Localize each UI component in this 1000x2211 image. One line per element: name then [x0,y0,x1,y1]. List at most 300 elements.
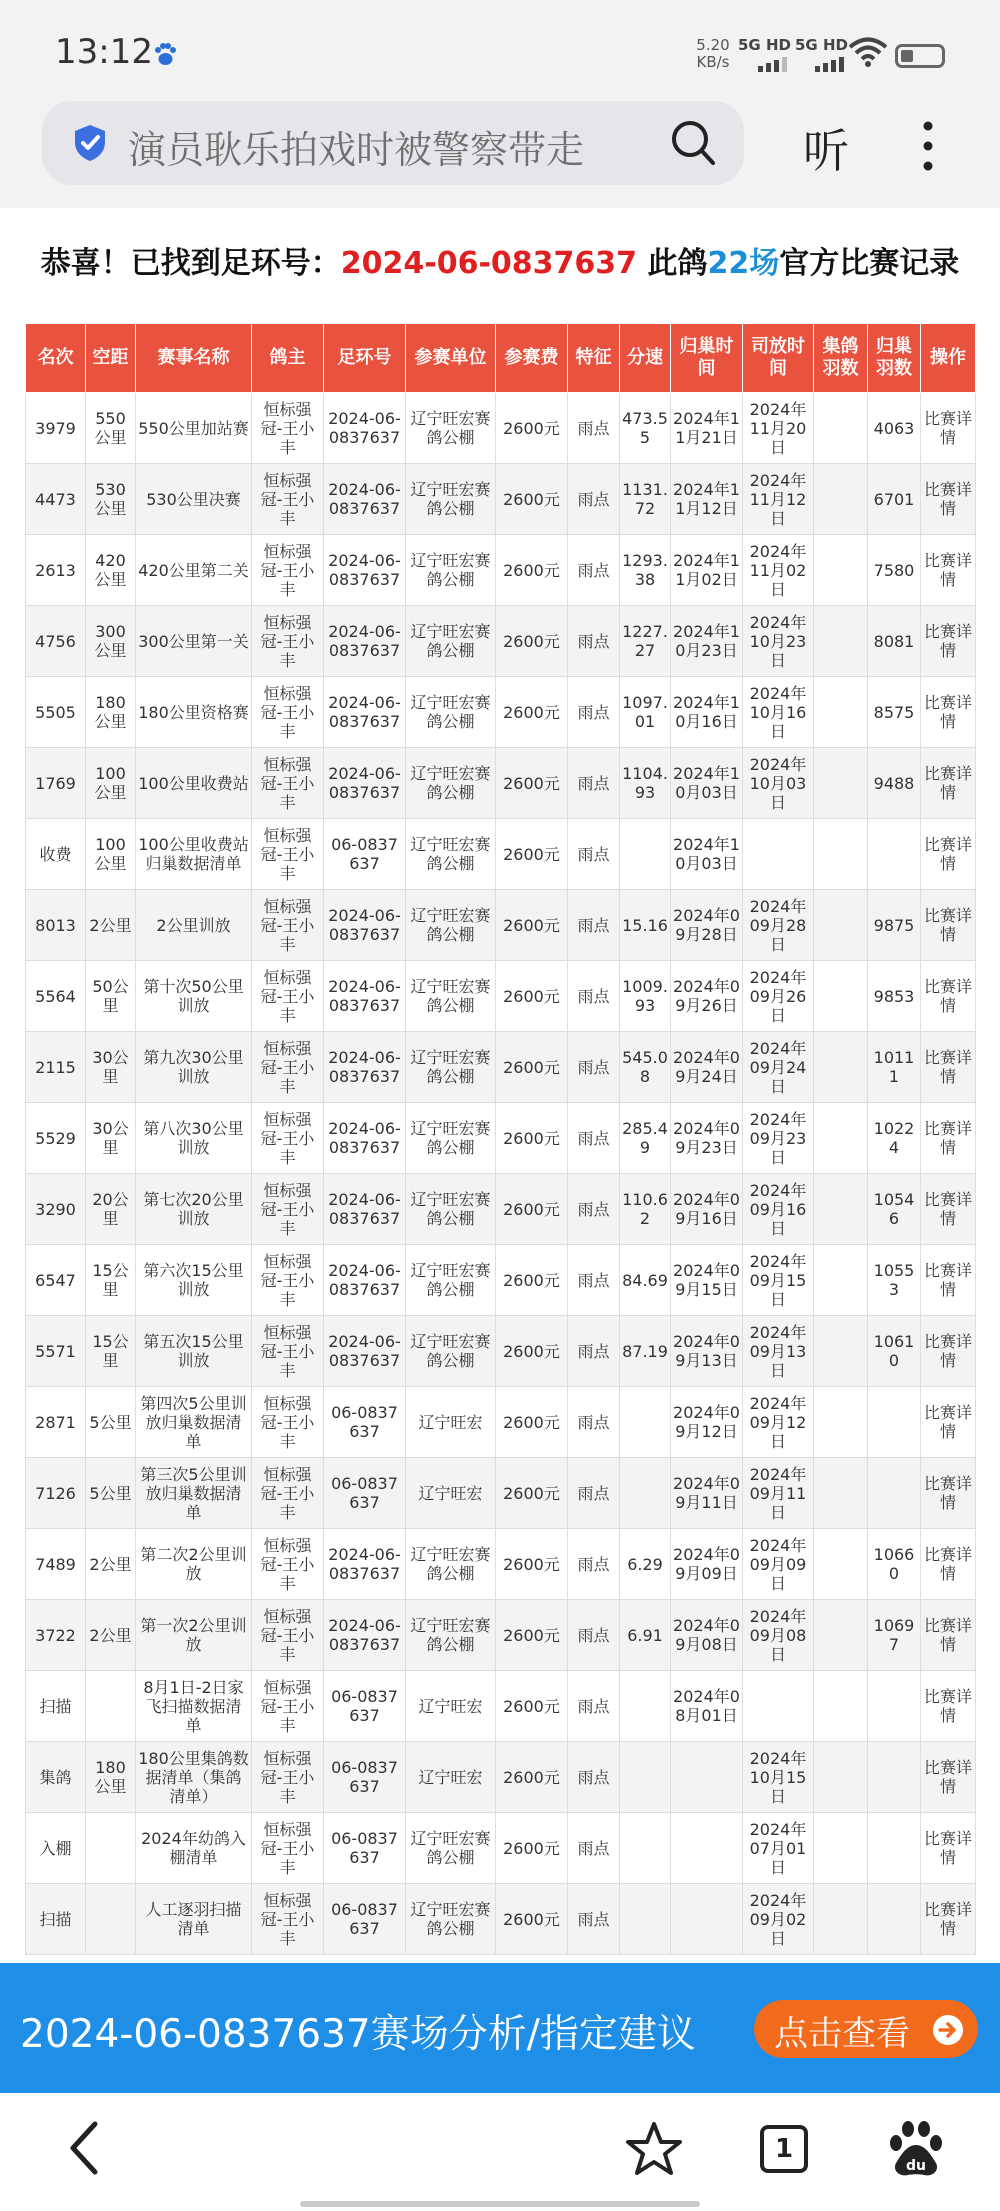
table-cell: 雨点 [568,961,620,1032]
table-cell: 扫描 [26,1671,86,1742]
table-cell: 辽宁旺宏赛鸽公棚 [406,1529,496,1600]
table-cell: 06-0837637 [324,1387,406,1458]
table-cell: 2024年09月24日 [671,1032,743,1103]
table-cell: 5564 [26,961,86,1032]
table-cell [814,961,868,1032]
ring-number: 2024-06-0837637 [340,246,638,281]
table-cell: 2024-06-0837637 [324,677,406,748]
table-cell: 2600元 [496,1387,568,1458]
headline-middle: 此鸽 [637,246,708,281]
network-speed-unit: KB/s [696,53,730,71]
table-cell: 3290 [26,1174,86,1245]
table-cell: 恒标强冠-王小丰 [252,1884,324,1955]
table-cell [868,1742,921,1813]
race-details-link[interactable]: 比赛详情 [921,748,976,819]
table-cell: 2600元 [496,1032,568,1103]
headline-prefix: 恭喜！已找到足环号： [40,246,341,281]
table-cell [814,535,868,606]
table-cell: 2024年11月12日 [743,464,814,535]
table-cell [814,819,868,890]
table-cell: 第一次2公里训放 [136,1600,252,1671]
table-cell [814,748,868,819]
table-cell [743,819,814,890]
table-cell: 收费 [26,819,86,890]
table-cell: 10224 [868,1103,921,1174]
table-cell: 6.29 [620,1529,671,1600]
table-cell: 2600元 [496,1103,568,1174]
table-row [26,1529,976,1600]
table-cell: 545.08 [620,1032,671,1103]
table-cell: 2公里 [86,1600,136,1671]
table-cell: 2024年10月23日 [743,606,814,677]
table-cell [620,1458,671,1529]
table-cell: 06-0837637 [324,1458,406,1529]
table-cell: 第七次20公里训放 [136,1174,252,1245]
table-cell [671,1742,743,1813]
table-cell: 2024年09月11日 [671,1458,743,1529]
table-cell: 2024-06-0837637 [324,464,406,535]
column-header: 鸽主 [252,324,324,393]
table-cell: 180公里集鸽数据清单（集鸽清单） [136,1742,252,1813]
table-cell: 473.55 [620,393,671,464]
back-arrow-icon[interactable] [65,2120,105,2176]
table-cell: 第三次5公里训放归巢数据清单 [136,1458,252,1529]
table-cell [868,819,921,890]
table-cell [868,1671,921,1742]
table-cell: 2024-06-0837637 [324,535,406,606]
table-cell: 4063 [868,393,921,464]
table-cell: 2024年09月08日 [743,1600,814,1671]
table-cell: 06-0837637 [324,1671,406,1742]
table-cell: 辽宁旺宏赛鸽公棚 [406,748,496,819]
table-cell: 8575 [868,677,921,748]
table-row [26,606,976,677]
table-cell: 420公里 [86,535,136,606]
table-cell: 180公里 [86,1742,136,1813]
table-cell: 辽宁旺宏赛鸽公棚 [406,819,496,890]
search-bar[interactable] [42,101,744,185]
table-cell: 4756 [26,606,86,677]
column-header: 赛事名称 [136,324,252,393]
table-cell: 15.16 [620,890,671,961]
table-cell: 7126 [26,1458,86,1529]
table-cell: 2024-06-0837637 [324,1032,406,1103]
table-cell: 2600元 [496,677,568,748]
table-cell [814,1813,868,1884]
table-cell: 100公里收费站 [136,748,252,819]
table-cell [620,1742,671,1813]
table-cell: 10546 [868,1174,921,1245]
sim2-label: 5G HD [795,36,848,54]
table-cell: 辽宁旺宏 [406,1742,496,1813]
table-cell: 10660 [868,1529,921,1600]
table-cell: 2024年07月01日 [743,1813,814,1884]
table-cell [814,1174,868,1245]
table-cell: 2600元 [496,748,568,819]
table-row [26,464,976,535]
star-icon[interactable] [625,2121,683,2177]
table-cell: 2024年10月03日 [671,748,743,819]
table-cell: 5529 [26,1103,86,1174]
table-cell [814,1529,868,1600]
table-cell: 2024年10月03日 [743,748,814,819]
table-cell: 恒标强冠-王小丰 [252,1458,324,1529]
table-cell: 恒标强冠-王小丰 [252,890,324,961]
svg-text:du: du [906,2158,926,2174]
table-cell: 9853 [868,961,921,1032]
shield-check-icon [72,123,108,163]
table-cell: 辽宁旺宏 [406,1387,496,1458]
table-cell: 2600元 [496,1884,568,1955]
table-cell: 辽宁旺宏赛鸽公棚 [406,464,496,535]
table-cell: 雨点 [568,1813,620,1884]
race-details-link[interactable]: 比赛详情 [921,1103,976,1174]
table-cell [671,1884,743,1955]
table-row [26,1742,976,1813]
network-speed-value: 5.20 [696,36,730,54]
table-cell [743,1671,814,1742]
table-cell: 2024年09月23日 [671,1103,743,1174]
race-details-link[interactable]: 比赛详情 [921,1032,976,1103]
table-cell: 1009.93 [620,961,671,1032]
table-cell: 180公里 [86,677,136,748]
column-header: 参赛费 [496,324,568,393]
table-cell: 2024年11月02日 [671,535,743,606]
race-details-link[interactable]: 比赛详情 [921,1174,976,1245]
table-cell: 2600元 [496,1600,568,1671]
table-cell: 辽宁旺宏赛鸽公棚 [406,1316,496,1387]
table-cell: 2600元 [496,1316,568,1387]
table-cell: 87.19 [620,1316,671,1387]
table-cell: 入棚 [26,1813,86,1884]
table-cell: 100公里 [86,748,136,819]
table-row [26,1671,976,1742]
race-details-link[interactable]: 比赛详情 [921,1813,976,1884]
table-cell: 2024年幼鸽入棚清单 [136,1813,252,1884]
table-cell: 雨点 [568,677,620,748]
table-cell: 6701 [868,464,921,535]
race-details-link[interactable]: 比赛详情 [921,1529,976,1600]
table-cell: 辽宁旺宏 [406,1458,496,1529]
table-cell: 辽宁旺宏赛鸽公棚 [406,1032,496,1103]
network-speed [688,37,738,71]
table-cell: 第十次50公里训放 [136,961,252,1032]
table-cell [814,890,868,961]
table-cell: 2024年11月12日 [671,464,743,535]
table-cell: 第五次15公里训放 [136,1316,252,1387]
table-cell: 恒标强冠-王小丰 [252,1529,324,1600]
table-cell: 2024-06-0837637 [324,393,406,464]
baidu-paw-icon [152,42,178,68]
race-details-link[interactable]: 比赛详情 [921,890,976,961]
table-cell: 恒标强冠-王小丰 [252,1671,324,1742]
table-cell [814,393,868,464]
column-header: 特征 [568,324,620,393]
table-cell: 2600元 [496,464,568,535]
table-cell: 8月1日-2日家飞扫描数据清单 [136,1671,252,1742]
table-cell [814,1884,868,1955]
table-cell: 恒标强冠-王小丰 [252,1245,324,1316]
table-row [26,1458,976,1529]
table-row [26,535,976,606]
table-cell: 2024-06-0837637 [324,1174,406,1245]
table-cell [814,606,868,677]
table-cell: 集鸽 [26,1742,86,1813]
table-cell: 5公里 [86,1458,136,1529]
table-cell: 恒标强冠-王小丰 [252,819,324,890]
table-cell: 5505 [26,677,86,748]
table-cell [868,1387,921,1458]
browser-bottom-bar [0,2093,1000,2211]
table-cell: 2024-06-0837637 [324,1316,406,1387]
table-cell: 2024年11月02日 [743,535,814,606]
table-cell: 2024年09月16日 [743,1174,814,1245]
table-cell: 辽宁旺宏赛鸽公棚 [406,961,496,1032]
column-header: 空距 [86,324,136,393]
table-cell [814,1103,868,1174]
table-cell: 10111 [868,1032,921,1103]
analysis-banner[interactable] [0,1963,1000,2093]
table-cell [620,1671,671,1742]
table-cell: 2024年09月09日 [743,1529,814,1600]
table-cell: 2024-06-0837637 [324,961,406,1032]
table-cell: 1769 [26,748,86,819]
table-cell: 8081 [868,606,921,677]
arrow-right-circle-icon [932,2014,964,2046]
table-cell: 2600元 [496,890,568,961]
table-cell: 2024-06-0837637 [324,606,406,677]
table-cell: 2024年09月26日 [743,961,814,1032]
race-details-link[interactable]: 比赛详情 [921,1742,976,1813]
table-cell: 恒标强冠-王小丰 [252,1316,324,1387]
table-cell: 2024年09月16日 [671,1174,743,1245]
table-cell: 1097.01 [620,677,671,748]
table-cell: 雨点 [568,393,620,464]
table-cell: 06-0837637 [324,1884,406,1955]
table-cell: 2600元 [496,1245,568,1316]
search-input[interactable]: 演员耿乐拍戏时被警察带走 [128,128,585,172]
table-cell: 2024年09月24日 [743,1032,814,1103]
banner-text: 2024-06-0837637赛场分析/指定建议 [20,2012,696,2057]
table-cell: 420公里第二关 [136,535,252,606]
table-cell: 10610 [868,1316,921,1387]
table-cell: 2115 [26,1032,86,1103]
race-details-link[interactable]: 比赛详情 [921,1458,976,1529]
table-cell: 恒标强冠-王小丰 [252,677,324,748]
table-cell: 辽宁旺宏赛鸽公棚 [406,1103,496,1174]
table-cell: 84.69 [620,1245,671,1316]
table-cell: 2600元 [496,1742,568,1813]
table-cell: 4473 [26,464,86,535]
table-cell: 30公里 [86,1103,136,1174]
more-vertical-icon[interactable] [920,120,936,172]
race-details-link[interactable]: 比赛详情 [921,606,976,677]
table-cell: 2024年10月16日 [743,677,814,748]
search-icon[interactable] [670,119,716,167]
table-cell: 辽宁旺宏赛鸽公棚 [406,1884,496,1955]
table-cell: 6.91 [620,1600,671,1671]
table-cell: 2024年11月21日 [671,393,743,464]
table-cell: 2024年11月20日 [743,393,814,464]
table-cell: 雨点 [568,464,620,535]
table-cell: 180公里资格赛 [136,677,252,748]
table-cell: 15公里 [86,1245,136,1316]
table-cell [814,1600,868,1671]
table-cell [814,677,868,748]
table-cell: 2024年09月09日 [671,1529,743,1600]
table-row [26,1387,976,1458]
table-cell: 2024年09月15日 [743,1245,814,1316]
race-details-link[interactable]: 比赛详情 [921,1387,976,1458]
table-cell: 恒标强冠-王小丰 [252,393,324,464]
table-cell [86,1884,136,1955]
table-cell: 3722 [26,1600,86,1671]
race-records-table [25,323,976,1955]
table-cell: 恒标强冠-王小丰 [252,606,324,677]
table-cell: 2600元 [496,1671,568,1742]
table-cell: 2600元 [496,819,568,890]
table-cell: 辽宁旺宏赛鸽公棚 [406,535,496,606]
table-cell: 530公里 [86,464,136,535]
table-cell: 雨点 [568,1316,620,1387]
table-cell [86,1671,136,1742]
table-row [26,677,976,748]
table-cell: 2024-06-0837637 [324,890,406,961]
table-cell [620,1884,671,1955]
table-cell: 2600元 [496,1174,568,1245]
table-cell: 雨点 [568,1458,620,1529]
race-count: 22场 [707,246,780,281]
table-cell [814,1671,868,1742]
table-cell: 雨点 [568,1529,620,1600]
race-details-link[interactable]: 比赛详情 [921,1245,976,1316]
view-button[interactable] [754,2000,978,2058]
table-cell: 8013 [26,890,86,961]
table-cell: 雨点 [568,748,620,819]
table-cell: 2024年09月15日 [671,1245,743,1316]
column-header: 归巢羽数 [868,324,921,393]
table-cell: 恒标强冠-王小丰 [252,1387,324,1458]
table-row [26,890,976,961]
table-cell: 雨点 [568,1032,620,1103]
race-details-link[interactable]: 比赛详情 [921,819,976,890]
table-cell: 1104.93 [620,748,671,819]
table-cell: 7580 [868,535,921,606]
table-cell: 5571 [26,1316,86,1387]
table-cell: 恒标强冠-王小丰 [252,1032,324,1103]
browser-search-row [0,98,1000,208]
result-headline [0,238,1000,282]
table-cell [868,1458,921,1529]
race-details-link[interactable]: 比赛详情 [921,961,976,1032]
table-cell: 2024年09月26日 [671,961,743,1032]
table-cell: 雨点 [568,1884,620,1955]
table-cell: 2024-06-0837637 [324,1245,406,1316]
race-details-link[interactable]: 比赛详情 [921,464,976,535]
table-cell [86,1813,136,1884]
table-cell: 1293.38 [620,535,671,606]
table-cell: 2公里 [86,1529,136,1600]
table-cell: 雨点 [568,1103,620,1174]
table-cell: 第九次30公里训放 [136,1032,252,1103]
table-cell: 2024年09月12日 [671,1387,743,1458]
race-details-link[interactable]: 比赛详情 [921,1316,976,1387]
table-cell: 恒标强冠-王小丰 [252,1742,324,1813]
table-cell: 285.49 [620,1103,671,1174]
table-cell: 1131.72 [620,464,671,535]
table-cell: 300公里 [86,606,136,677]
table-cell [868,1884,921,1955]
table-cell: 雨点 [568,1742,620,1813]
table-cell: 2024年10月15日 [743,1742,814,1813]
baidu-du-icon[interactable] [886,2119,946,2179]
table-cell: 2600元 [496,606,568,677]
table-row [26,1600,976,1671]
status-bar [0,0,1000,98]
table-cell: 20公里 [86,1174,136,1245]
column-header: 分速 [620,324,671,393]
race-details-link[interactable]: 比赛详情 [921,1600,976,1671]
table-cell: 300公里第一关 [136,606,252,677]
table-row [26,1316,976,1387]
table-cell: 2600元 [496,393,568,464]
table-row [26,1813,976,1884]
table-cell: 恒标强冠-王小丰 [252,464,324,535]
race-details-link[interactable]: 比赛详情 [921,535,976,606]
status-time: 13:12 [55,32,153,72]
table-cell: 雨点 [568,1245,620,1316]
table-cell: 雨点 [568,890,620,961]
table-cell: 恒标强冠-王小丰 [252,748,324,819]
table-cell [814,1458,868,1529]
tabs-count-icon[interactable]: 1 [760,2125,808,2173]
table-cell: 9875 [868,890,921,961]
table-row [26,1174,976,1245]
table-row [26,748,976,819]
table-cell: 550公里加站赛 [136,393,252,464]
table-cell: 辽宁旺宏赛鸽公棚 [406,677,496,748]
race-details-link[interactable]: 比赛详情 [921,677,976,748]
race-details-link[interactable]: 比赛详情 [921,393,976,464]
table-cell: 6547 [26,1245,86,1316]
table-cell: 扫描 [26,1884,86,1955]
table-cell: 雨点 [568,535,620,606]
table-cell: 100公里收费站归巢数据清单 [136,819,252,890]
home-indicator[interactable] [300,2201,700,2207]
race-details-link[interactable]: 比赛详情 [921,1884,976,1955]
race-details-link[interactable]: 比赛详情 [921,1671,976,1742]
table-cell: 50公里 [86,961,136,1032]
table-cell [620,1387,671,1458]
table-cell: 06-0837637 [324,1742,406,1813]
table-cell [814,464,868,535]
table-row [26,961,976,1032]
table-cell: 10697 [868,1600,921,1671]
table-row [26,1103,976,1174]
view-button-label: 点击查看 [774,2014,910,2054]
table-cell: 第四次5公里训放归巢数据清单 [136,1387,252,1458]
table-cell [620,819,671,890]
listen-button[interactable]: 听 [803,124,849,178]
table-cell: 人工逐羽扫描清单 [136,1884,252,1955]
table-cell: 2600元 [496,961,568,1032]
table-cell: 100公里 [86,819,136,890]
table-header-row [26,324,976,393]
table-cell: 1227.27 [620,606,671,677]
table-cell: 辽宁旺宏赛鸽公棚 [406,606,496,677]
table-cell: 辽宁旺宏赛鸽公棚 [406,1174,496,1245]
table-cell: 恒标强冠-王小丰 [252,1103,324,1174]
